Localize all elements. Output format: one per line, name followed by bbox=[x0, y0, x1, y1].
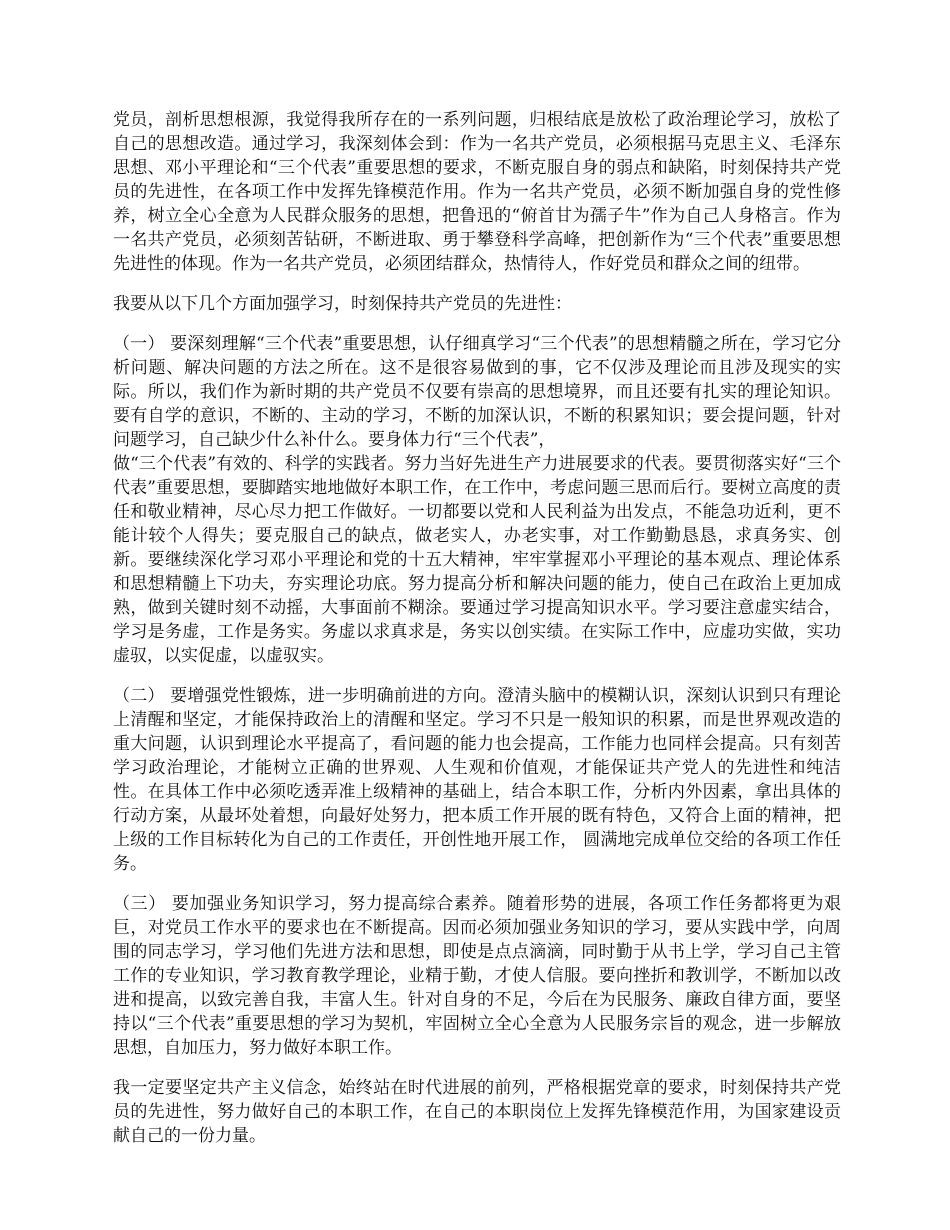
paragraph-1: 党员，剖析思想根源，我觉得我所存在的一系列问题，归根结底是放松了政治理论学习，放松了自己的思想改造。通过学习，我深刻体会到：作为一名共产党员，必须根据马克思主义、毛泽东思想、邓小平理论和“三个代表”重要思想的要求，不断克服自身的弱点和缺陷，时刻保持共产党员的先进性，在各项工作中发挥先锋模范作用。作为一名共产党员，必须不断加强自身的党性修养，树立全心全意为人民群众服务的思想，把鲁迅的“俯首甘为孺子牛”作为自己人身格言。作为一名共产党员，必须刻苦钻研，不断进取、勇于攀登科学高峰，把创新作为“三个代表”重要思想先进性的体现。作为一名共产党员，必须团结群众，热情待人，作好党员和群众之间的纽带。 bbox=[113, 110, 841, 274]
paragraph-3: （一） 要深刻理解“三个代表”重要思想，认仔细真学习“三个代表”的思想精髓之所在，学习它分析问题、解决问题的方法之所在。这不是很容易做到的事，它不仅涉及理论而且涉及现实的实际。所以，我们作为新时期的共产党员不仅要有崇高的思想境界，而且还要有扎实的理论知识。要有自学的意识，不断的、主动的学习，不断的加深认识，不断的积累知识；要会提问题，针对问题学习，自己缺少什么补什么。要身体力行“三个代表”， 做“三个代表”有效的、科学的实践者。努力当好先进生产力进展要求的代表。要贯彻落实好“三个代表”重要思想，要脚踏实地地做好本职工作，在工作中，考虑问题三思而后行。要树立高度的责任和敬业精神，尽心尽力把工作做好。一切都要以党和人民利益为出发点，不能急功近利，更不能计较个人得失；要克服自己的缺点，做老实人，办老实事，对工作勤勤恳恳，求真务实、创新。要继续深化学习邓小平理论和党的十五大精神，牢牢掌握邓小平理论的基本观点、理论体系和思想精髓上下功夫，夯实理论功底。努力提高分析和解决问题的能力，使自己在政治上更加成熟，做到关键时刻不动摇，大事面前不糊涂。要通过学习提高知识水平。学习要注意虚实结合，学习是务虚，工作是务实。务虚以求真求是，务实以创实绩。在实际工作中，应虚功实做，实功虚驭，以实促虚，以虚驭实。 bbox=[113, 334, 841, 666]
document-body bbox=[113, 108, 841, 1164]
paragraph-5: （三） 要加强业务知识学习，努力提高综合素养。随着形势的进展，各项工作任务都将更为艰巨，对党员工作水平的要求也在不断提高。因而必须加强业务知识的学习，要从实践中学，向周围的同志学习，学习他们先进方法和思想，即使是点点滴滴，同时勤于从书上学，学习自己主管工作的专业知识，学习教育教学理论，业精于勤，才使人信服。要向挫折和教训学，不断加以改进和提高，以致完善自我，丰富人生。针对自身的不足，今后在为民服务、廉政自律方面，要坚持以“三个代表”重要思想的学习为契机，牢固树立全心全意为人民服务宗旨的观念，进一步解放思想，自加压力，努力做好本职工作。 bbox=[113, 894, 841, 1058]
paragraph-2: 我要从以下几个方面加强学习，时刻保持共产党员的先进性： bbox=[113, 294, 572, 314]
paragraph-4: （二） 要增强党性锻炼，进一步明确前进的方向。澄清头脑中的模糊认识，深刻认识到只有理论上清醒和坚定，才能保持政治上的清醒和坚定。学习不只是一般知识的积累，而是世界观改造的重大问题，认识到理论水平提高了，看问题的能力也会提高，工作能力也同样会提高。只有刻苦学习政治理论，才能树立正确的世界观、人生观和价值观，才能保证共产党人的先进性和纯洁性。在具体工作中必须吃透弄准上级精神的基础上，结合本职工作，分析内外因素，拿出具体的行动方案，从最坏处着想，向最好处努力，把本质工作开展的既有特色，又符合上面的精神，把上级的工作目标转化为自己的工作责任，开创性地开展工作， 圆满地完成单位交给的各项工作任务。 bbox=[113, 686, 841, 874]
paragraph-6: 我一定要坚定共产主义信念，始终站在时代进展的前列，严格根据党章的要求，时刻保持共产党员的先进性，努力做好自己的本职工作，在自己的本职岗位上发挥先锋模范作用，为国家建设贡献自己的一份力量。 bbox=[113, 1078, 841, 1146]
